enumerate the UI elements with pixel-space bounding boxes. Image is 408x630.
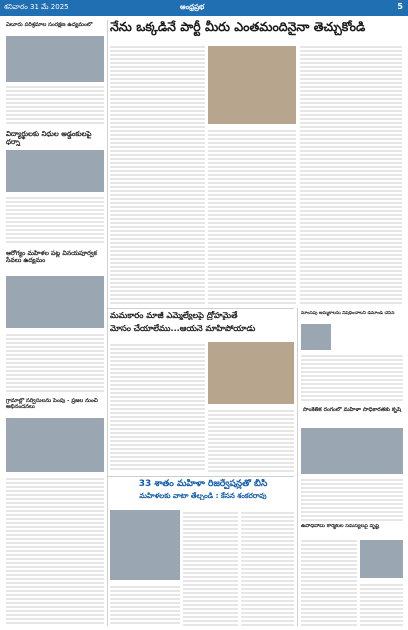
right-photo-3 (360, 540, 403, 578)
center-top-photo (208, 46, 296, 124)
story-divider-1 (108, 308, 294, 309)
lower-headline-2: మహిళలకు వాటా తేల్చండి : కేసన శంకరరావు (139, 492, 267, 500)
mid-body-2 (208, 408, 294, 472)
left-body-3 (6, 332, 104, 394)
right-photo-2 (301, 428, 403, 474)
left-body-1 (6, 84, 104, 124)
right-headline-2: సాంకేతిక రంగంలో మహిళా సాధికారతకు కృషి (302, 407, 402, 413)
left-photo-3 (6, 276, 104, 328)
center-top-body-1 (110, 44, 205, 304)
story-divider-2 (108, 476, 294, 477)
page-date: శనివారం 31 మే 2025 (4, 3, 69, 11)
lower-photo (110, 510, 180, 580)
lower-body-2 (183, 510, 238, 626)
right-headline-1: మాంసపు అమ్మకాలను నిషేధించాలని డిమాండ్ చేసిన (301, 311, 395, 316)
lower-headline-1: 33 శాతం మహిళా రిజర్వేషన్లతో బీసీ (138, 479, 268, 489)
left-photo-4 (6, 418, 104, 472)
left-headline-3: ఆరోగ్యం మహిళల పట్ల వినయపూర్వక సేవలు ఉద్యమం (6, 250, 97, 265)
right-photo-1 (301, 324, 331, 350)
page-header-bar (0, 0, 408, 16)
right-body-2 (301, 477, 403, 521)
right-body-3 (301, 538, 357, 626)
center-top-body-3 (300, 44, 402, 304)
left-body-4 (6, 476, 104, 626)
right-body-4 (360, 582, 403, 626)
page-number: 5 (397, 2, 403, 11)
mid-headline-1: మమకారం మాజీ ఎమ్మెల్యేలపై ద్రోహమైతే (110, 311, 238, 320)
left-photo-1 (6, 36, 104, 82)
left-headline-4: గ్రామాల్లో సర్వీసులను పెంపు - ప్రజల నుంచి అభినందనలు (6, 398, 98, 411)
left-headline-1: ఏలూరు పరిశ్రమాల సంరక్షణ ఉద్యమంలో (6, 22, 93, 28)
paper-name: ఆంధ్రప్రభ (180, 3, 205, 11)
mid-photo (208, 342, 294, 404)
right-body-1 (301, 353, 403, 403)
left-headline-2: విద్యార్థులకు నిధుల అడ్డంకులపై ధర్నా (6, 130, 92, 147)
column-divider-right (297, 308, 298, 626)
mid-body-1 (110, 342, 205, 472)
right-headline-3: ఉపాధిహామీ కార్మికుల సమస్యలపై దృష్టి (301, 524, 379, 529)
left-body-2 (6, 195, 104, 243)
mid-headline-2: మోసం చేయాలేము...ఆయనె మాహిపోయాడు (110, 324, 256, 333)
center-top-body-2 (208, 128, 296, 304)
column-divider-left (107, 20, 108, 626)
lower-body-3 (241, 510, 294, 626)
main-headline: నేను ఒక్కడినే పార్టీ మీరు ఎంతమందినైనా తెచ్చుకోండి (110, 20, 366, 34)
lower-body-1 (110, 584, 180, 626)
left-photo-2 (6, 150, 104, 192)
